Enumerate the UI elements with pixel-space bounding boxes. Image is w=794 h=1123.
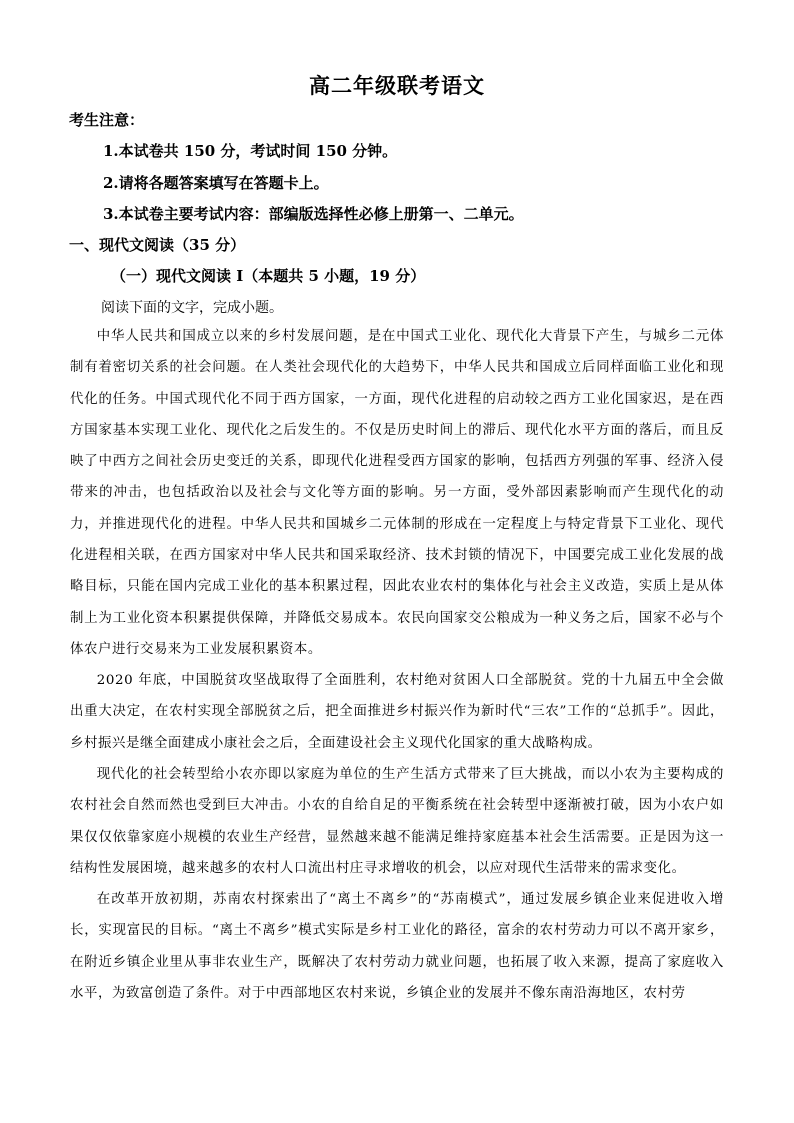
- reading-instruction: 阅读下面的文字，完成小题。: [101, 300, 283, 316]
- passage-paragraph-4: 在改革开放初期，苏南农村探索出了“离土不离乡”的“苏南模式”，通过发展乡镇企业来促进收入增长，实现富民的目标。“离土不离乡”模式实际是乡村工业化的路径，富余的农村劳动力可以不离开家乡，在附近乡镇企业里从事非农业生产，既解决了农村劳动力就业问题，也拓展了收入来源，提高了家庭收入水平，为致富创造了条件。对于中西部地区农村来说，乡镇企业的发展并不像东南沿海地区，农村劳: [70, 892, 724, 1001]
- passage-paragraph-1: 中华人民共和国成立以来的乡村发展问题，是在中国式工业化、现代化大背景下产生，与城乡二元体制有着密切关系的社会问题。在人类社会现代化的大趋势下，中华人民共和国成立后同样面临工业化和现代化的任务。中国式现代化不同于西方国家，一方面，现代化进程的启动较之西方工业化国家迟，是在西方国家基本实现工业化、现代化之后发生的。不仅是历史时间上的滞后、现代化水平方面的落后，而且反映了中西方之间社会历史变迁的关系，即现代化进程受西方国家的影响，包括西方列强的军事、经济入侵带来的冲击，也包括政治以及社会与文化等方面的影响。另一方面，受外部因素影响而产生现代化的动力，并推进现代化的进程。中华人民共和国城乡二元体制的形成在一定程度上与特定背景下工业化、现代化进程相关联，在西方国家对中华人民共和国采取经济、技术封锁的情况下，中国要完成工业化发展的战略目标，只能在国内完成工业化的基本积累过程，因此农业农村的集体化与社会主义改造，实质上是从体制上为工业化资本积累提供保障，并降低交易成本。农民向国家交公粮成为一种义务之后，国家不必与个体农户进行交易来为工业发展积累资本。: [70, 329, 724, 657]
- passage-paragraph-2: 2020 年底，中国脱贫攻坚战取得了全面胜利，农村绝对贫困人口全部脱贫。党的十九届五中全会做出重大决定，在农村实现全部脱贫之后，把全面推进乡村振兴作为新时代“三农”工作的“总抓手”。因此，乡村振兴是继全面建成小康社会之后，全面建设社会主义现代化国家的重大战略构成。: [70, 673, 724, 751]
- section-heading: 一、现代文阅读（35 分）: [69, 236, 246, 254]
- notice-item-1: 1.本试卷共 150 分，考试时间 150 分钟。: [103, 142, 398, 160]
- passage-paragraph-3: 现代化的社会转型给小农亦即以家庭为单位的生产生活方式带来了巨大挑战，而以小农为主要构成的农村社会自然而然也受到巨大冲击。小农的自给自足的平衡系统在社会转型中逐渐被打破，因为小农户如果仅仅依靠家庭小规模的农业生产经营，显然越来越不能满足维持家庭基本社会生活需要。正是因为这一结构性发展困境，越来越多的农村人口流出村庄寻求增收的机会，以应对现代生活带来的需求变化。: [70, 767, 724, 876]
- notice-item-2: 2.请将各题答案填写在答题卡上。: [103, 174, 329, 192]
- notice-heading: 考生注意：: [69, 111, 145, 129]
- subsection-heading: （一）现代文阅读 I（本题共 5 小题，19 分）: [111, 267, 426, 285]
- page-title: 高二年级联考语文: [309, 73, 485, 98]
- notice-item-3: 3.本试卷主要考试内容：部编版选择性必修上册第一、二单元。: [103, 205, 524, 223]
